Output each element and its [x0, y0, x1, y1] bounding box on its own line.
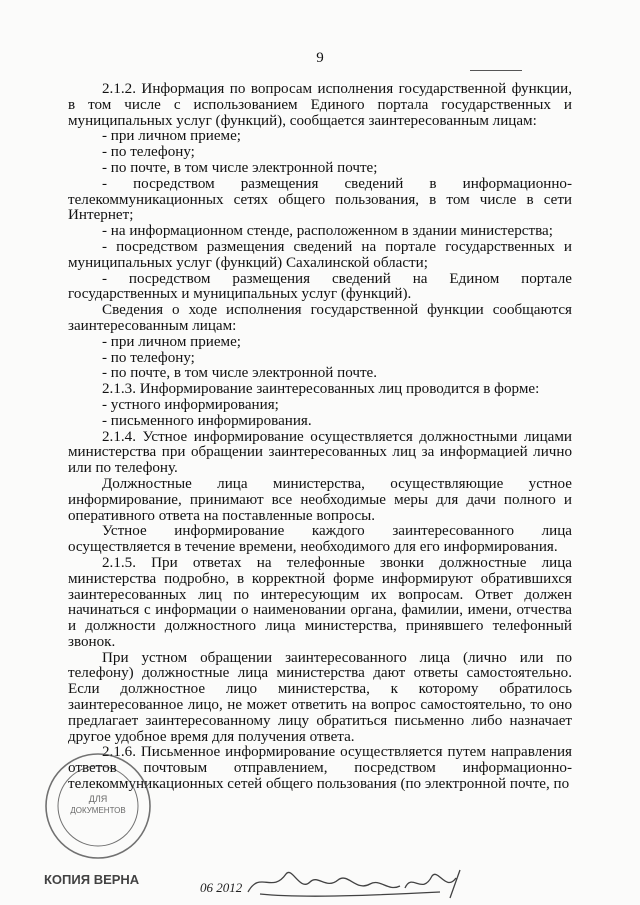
document-body — [68, 82, 572, 793]
paragraph: 2.1.4. Устное информирование осуществляется должностными лицами министерства при обращении заинтересованных лиц за информацией лично или по телефону. — [68, 428, 572, 477]
paragraph: - по телефону; — [102, 349, 195, 366]
paragraph: - по телефону; — [102, 144, 195, 161]
paragraph: - устного информирования; — [102, 396, 279, 413]
paragraph: - посредством размещения сведений в информационно-телекоммуникационных сетях общего пользования, в том числе в сети Интернет; — [68, 175, 572, 224]
stamp-line-2: ДОКУМЕНТОВ — [70, 806, 126, 815]
paragraph: - письменного информирования. — [102, 412, 312, 429]
paragraph: Сведения о ходе исполнения государственной функции сообщаются заинтересованным лицам: — [68, 302, 572, 334]
paragraph: При устном обращении заинтересованного лица (лично или по телефону) должностные лица министерства дают ответы самостоятельно. Если должностное лицо министерства, к которому обратилось заинтересованное лицо, не может ответить на вопрос самостоятельно, то оно предлагает заинтересованному лицу обратиться письменно либо назначает другое удобное время для получения ответа. — [68, 649, 572, 745]
paragraph: 2.1.3. Информирование заинтересованных лиц проводится в форме: — [102, 381, 540, 398]
paragraph: - при личном приеме; — [102, 128, 241, 145]
page-number: 9 — [316, 50, 324, 66]
paragraph: - при личном приеме; — [102, 333, 241, 350]
paragraph: - по почте, в том числе электронной почте; — [102, 159, 378, 176]
stamp-line-1: ДЛЯ — [88, 794, 108, 804]
signature-date: 06 2012 — [200, 880, 243, 895]
paragraph: 2.1.5. При ответах на телефонные звонки должностные лица министерства подробно, в корректной форме информируют обратившихся заинтересованных лиц по интересующим их вопросам. Ответ должен начинаться с информации о наименовании органа, фамилии, имени, отчества и должности должностного лица министерства, принявшего телефонный звонок. — [68, 554, 572, 650]
stamp-caption: КОПИЯ ВЕРНА — [44, 872, 140, 887]
handwritten-signature — [200, 862, 480, 902]
paragraph: 2.1.2. Информация по вопросам исполнения государственной функции, в том числе с использованием Единого портала государственных и муниципальных услуг (функций), сообщается заинтересованным лицам: — [68, 81, 572, 129]
paragraph: - по почте, в том числе электронной почте. — [102, 365, 378, 382]
paragraph: Устное информирование каждого заинтересованного лица осуществляется в течение времени, необходимого для его информирования. — [68, 523, 572, 556]
header-rule — [470, 70, 522, 71]
paragraph: 2.1.6. Письменное информирование осуществляется путем направления ответов почтовым отправлением, посредством информационно-телекоммуникационных сетей общего пользования (по электронной почте, по — [68, 744, 572, 793]
paragraph: - на информационном стенде, расположенном в здании министерства; — [102, 223, 553, 240]
paragraph: - посредством размещения сведений на портале государственных и муниципальных услуг (функций) Сахалинской области; — [68, 238, 572, 271]
paragraph: Должностные лица министерства, осуществляющие устное информирование, принимают все необходимые меры для дачи полного и оперативного ответа на поставленные вопросы. — [68, 475, 572, 524]
paragraph: - посредством размещения сведений на Едином портале государственных и муниципальных услуг (функций). — [68, 270, 572, 303]
